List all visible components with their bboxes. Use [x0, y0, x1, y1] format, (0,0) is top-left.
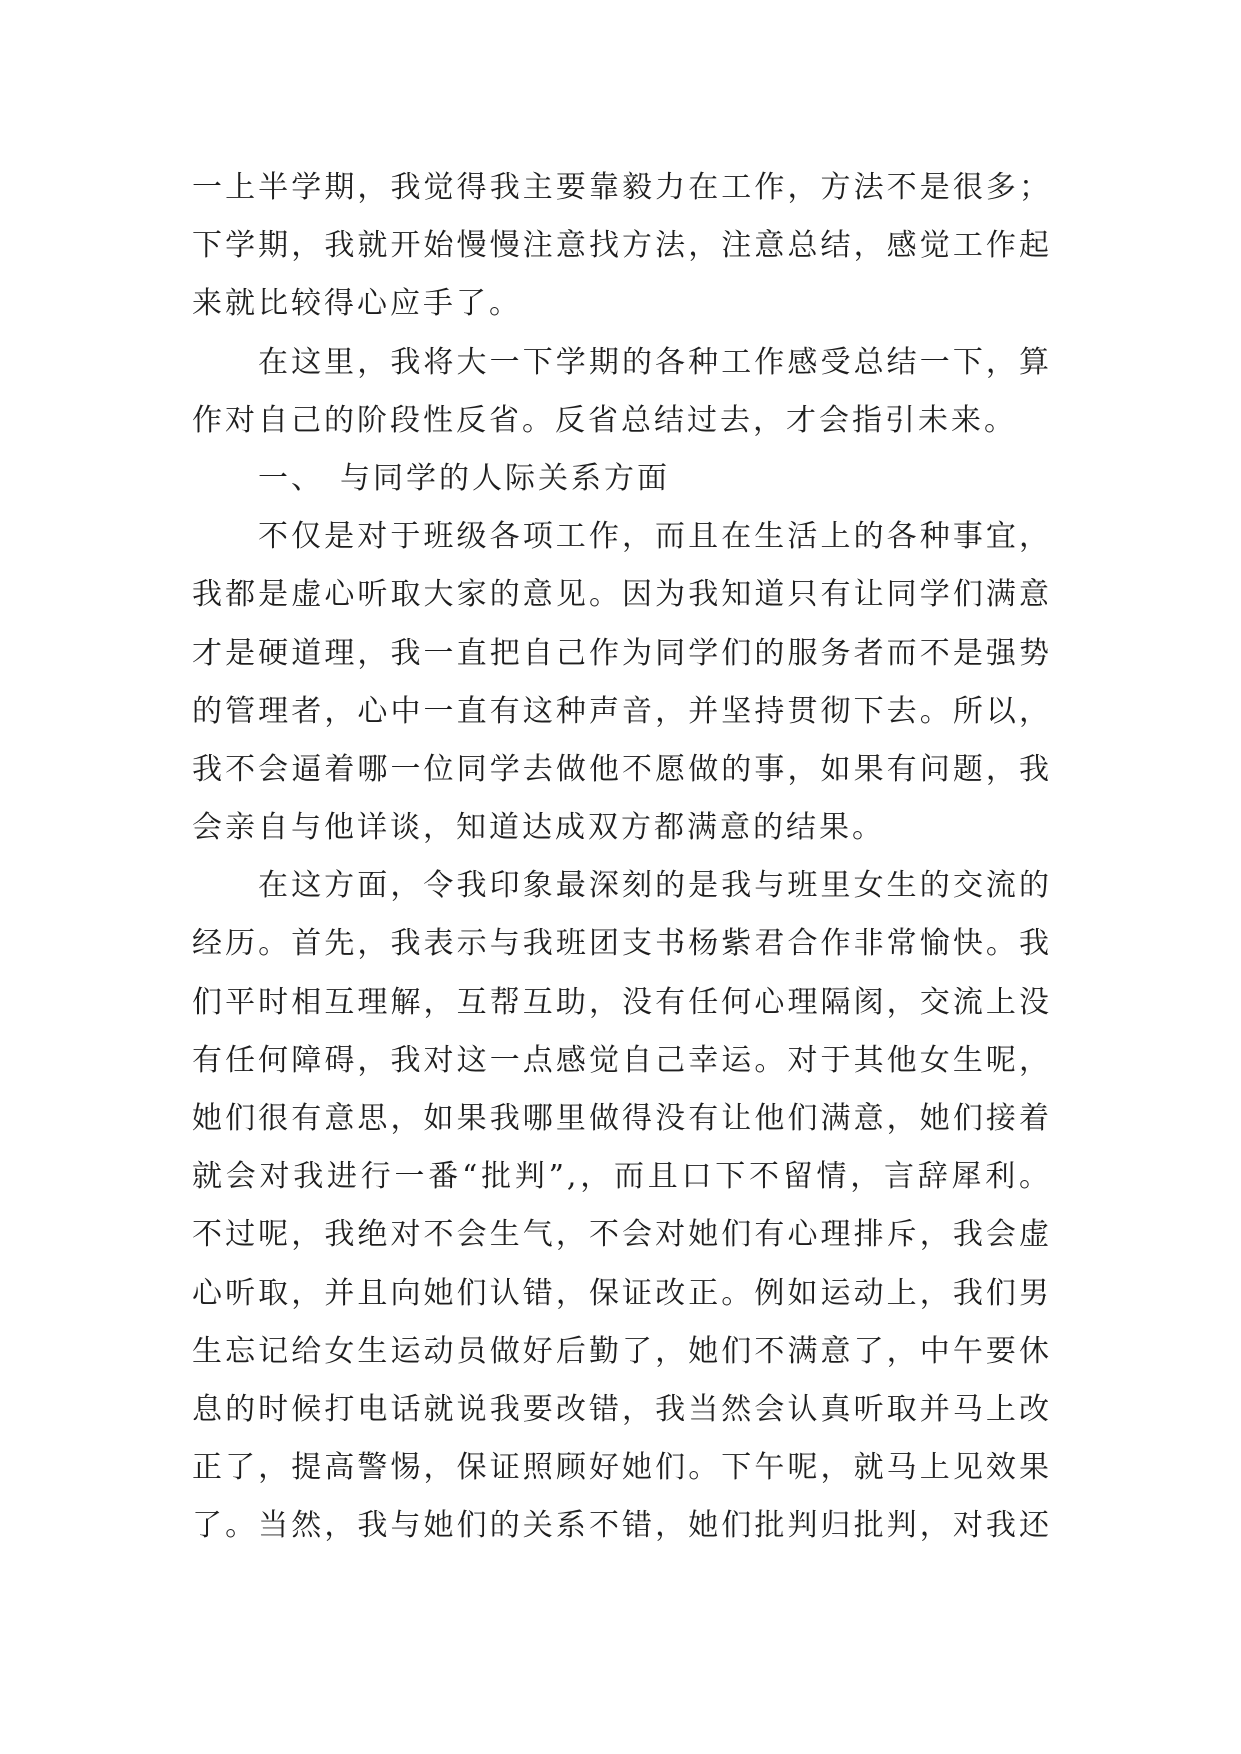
- text-line: 们平时相互理解，互帮互助，没有任何心理隔阂，交流上没: [192, 984, 1052, 1020]
- text-line: 经历。首先，我表示与我班团支书杨紫君合作非常愉快。我: [192, 926, 1052, 962]
- text-line: 正了，提高警惕，保证照顾好她们。下午呢，就马上见效果: [192, 1450, 1052, 1486]
- text-line: 息的时候打电话就说我要改错，我当然会认真听取并马上改: [192, 1391, 1052, 1427]
- text-line: 一上半学期，我觉得我主要靠毅力在工作，方法不是很多；: [192, 170, 1052, 205]
- text-line: 我都是虚心听取大家的意见。因为我知道只有让同学们满意: [192, 577, 1052, 613]
- text-line: 在这里，我将大一下学期的各种工作感受总结一下，算: [258, 344, 1052, 380]
- text-line: 心听取，并且向她们认错，保证改正。例如运动上，我们男: [192, 1275, 1052, 1311]
- text-line: 不过呢，我绝对不会生气，不会对她们有心理排斥，我会虚: [192, 1217, 1052, 1253]
- section-heading: [192, 450, 1052, 508]
- paragraph: [192, 857, 1052, 1555]
- text-line: 在这方面，令我印象最深刻的是我与班里女生的交流的: [258, 868, 1052, 904]
- text-line: 下学期，我就开始慢慢注意找方法，注意总结，感觉工作起: [192, 228, 1052, 264]
- text-line: 会亲自与他详谈，知道达成双方都满意的结果。: [192, 810, 885, 846]
- text-line: 她们很有意思，如果我哪里做得没有让他们满意，她们接着: [192, 1101, 1052, 1136]
- paragraph: [192, 159, 1052, 334]
- text-line: 就会对我进行一番“批判”,，而且口下不留情，言辞犀利。: [192, 1159, 1052, 1195]
- paragraph: [192, 334, 1052, 450]
- text-line: 才是硬道理，我一直把自己作为同学们的服务者而不是强势: [192, 635, 1052, 671]
- text-line: 我不会逼着哪一位同学去做他不愿做的事，如果有问题，我: [192, 751, 1052, 787]
- text-line: 有任何障碍，我对这一点感觉自己幸运。对于其他女生呢，: [192, 1042, 1052, 1078]
- section-title: 与同学的人际关系方面: [340, 460, 670, 496]
- text-line: 了。当然，我与她们的关系不错，她们批判归批判，对我还: [192, 1508, 1052, 1544]
- text-line: 作对自己的阶段性反省。反省总结过去，才会指引未来。: [192, 402, 1017, 438]
- paragraph: [192, 508, 1052, 857]
- text-line: 生忘记给女生运动员做好后勤了，她们不满意了，中午要休: [192, 1333, 1052, 1369]
- section-number: 一、: [258, 460, 324, 496]
- text-line: 来就比较得心应手了。: [192, 286, 522, 322]
- document-body: [192, 159, 1052, 1556]
- text-line: 不仅是对于班级各项工作，而且在生活上的各种事宜，: [258, 519, 1052, 555]
- text-line: 的管理者，心中一直有这种声音，并坚持贯彻下去。所以，: [192, 693, 1052, 729]
